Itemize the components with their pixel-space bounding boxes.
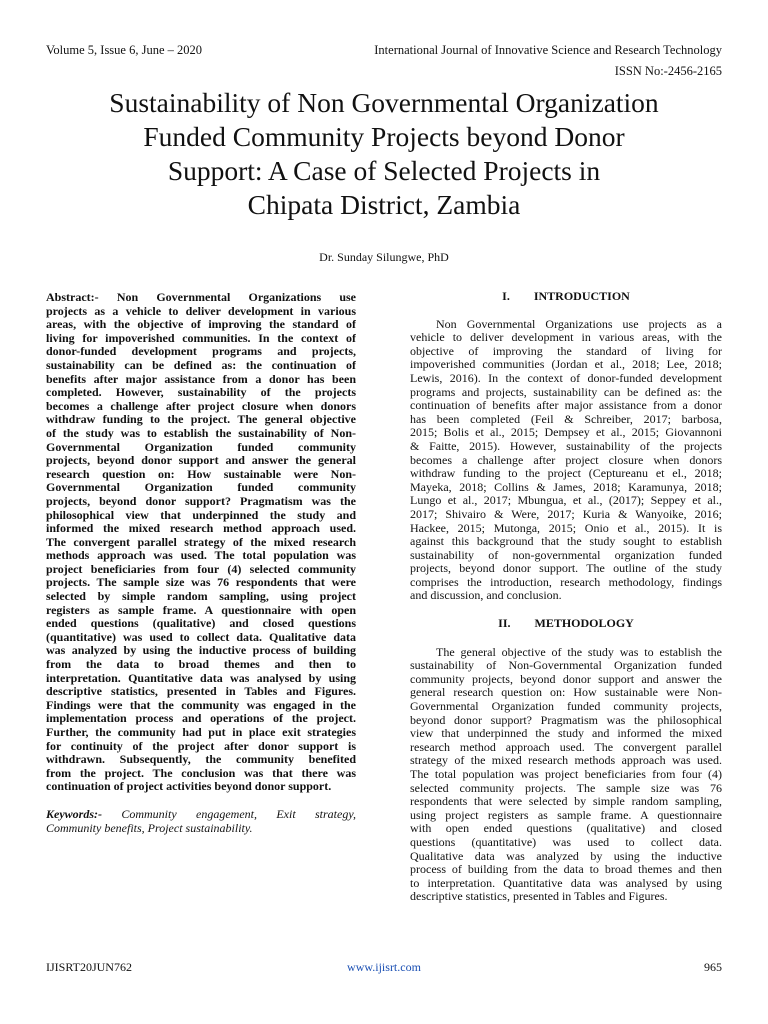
section-heading-introduction: I. INTRODUCTION	[502, 289, 630, 303]
text-line: was analyzed by using the inductive process of building	[46, 644, 356, 658]
text-line: against this background that the study sought to establish	[410, 535, 722, 549]
text-line: Mayeka, 2018; Collins & James, 2018; Karamunya, 2018;	[410, 480, 722, 494]
text-line: methods approach was used. The total population was	[46, 549, 356, 563]
text-line: The total population was project beneficiaries from four (4)	[410, 768, 722, 781]
text-line: becomes a challenge after project closure when donors	[410, 453, 722, 467]
text-line: projects, beyond donor support and answer the general	[46, 454, 356, 468]
text-line: impoverished communities (Jordan et al., 2018; Lee, 2018;	[410, 358, 722, 372]
keywords-text: Community benefits, Project sustainability.	[46, 821, 253, 835]
text-line: comprises the introduction, research methodology, findings	[410, 575, 722, 589]
title-line: Sustainability of Non Governmental Organization	[109, 87, 659, 118]
text-line: descriptive statistics, presented in Tables and Figures.	[410, 890, 668, 904]
text-line: has been completed (Feil & Schreiber, 2017; barbosa,	[410, 412, 722, 426]
text-line: vehicle to deliver development in various areas, with the	[410, 331, 722, 345]
text-line: respondents that were selected by simple random sampling,	[410, 795, 722, 809]
text-line: research method approach used. The convergent parallel	[410, 740, 722, 754]
text-line: (quantitative) was used to collect data. Qualitative data	[46, 630, 356, 644]
text-line: Governmental Organization funded community projects,	[410, 700, 722, 714]
abstract-column	[46, 291, 356, 835]
text-line: Further, the community had put in place exit strategies	[46, 726, 356, 739]
journal-issn: ISSN No:-2456-2165	[614, 64, 722, 78]
text-line: informed the mixed research method approach used.	[46, 522, 356, 536]
text-line: general research question on: How sustainable were Non-	[410, 686, 722, 700]
text-line: to interpretation. Quantitative data was analysed by using	[410, 876, 722, 890]
text-line: beyond donor support? Pragmatism was the philosophical	[410, 713, 722, 727]
text-line: Non Governmental Organizations use projects as a	[436, 317, 722, 331]
text-line: completed. However, sustainability of the projects	[46, 386, 356, 400]
text-line: withdraw funding to the project (Ceptureanu et el., 2018;	[410, 467, 722, 481]
text-line: Governmental Organization funded community	[46, 481, 356, 495]
keywords-label: Keywords:-	[46, 807, 102, 821]
abstract-text	[46, 291, 356, 794]
text-line: living for impoverished communities. In the context of	[46, 331, 356, 345]
text-line: becomes a challenge after project closure when donors	[46, 399, 356, 413]
text-line: strategy of the mixed research methods approach was used.	[410, 754, 722, 768]
journal-volume-issue: Volume 5, Issue 6, June – 2020	[46, 43, 203, 57]
text-line: from the data to broad themes and then to	[46, 658, 356, 672]
text-line: Hackee, 2015; Mutonga, 2015; Onio et al., 2015). It is	[410, 521, 722, 535]
text-line: sustainability of non-governmental organization funded	[410, 548, 722, 562]
text-line: withdraw funding to the project. The general objective	[46, 413, 356, 427]
text-line: & Faitte, 2015). However, sustainability of the projects	[410, 439, 722, 453]
journal-name: International Journal of Innovative Science and Research Technology	[374, 43, 722, 57]
text-line: The general objective of the study was to establish the	[436, 645, 722, 659]
text-line: process of building from the data to broad themes and then	[410, 863, 722, 877]
keywords	[46, 808, 356, 835]
text-line: view that underpinned the study and informed the mixed	[410, 727, 722, 741]
text-line: objective of improving the standard of living for	[410, 344, 722, 358]
text-line: The convergent parallel strategy of the mixed research	[46, 535, 356, 549]
text-line: Governmental Organization funded community	[46, 440, 356, 454]
section-heading-methodology: II. METHODOLOGY	[498, 616, 634, 631]
paper-title	[50, 86, 718, 222]
body-column	[410, 290, 722, 904]
text-line: with open ended questions (qualitative) and closed	[410, 822, 722, 836]
text-line: Abstract:- Non Governmental Organizations use	[46, 291, 356, 304]
text-line: of the study was to establish the sustainability of Non-	[46, 426, 356, 440]
text-line: using project registers as sample frame. A questionnaire	[410, 808, 722, 822]
text-line: interpretation. Quantitative data was analysed by using	[46, 671, 356, 685]
title-line: Support: A Case of Selected Projects in	[167, 155, 601, 186]
text-line: projects, beyond donor support? Pragmatism was the	[46, 494, 356, 508]
text-line: donor-funded development programs and projects,	[46, 345, 356, 359]
article-id: IJISRT20JUN762	[46, 960, 132, 974]
text-line: Lewis, 2016). In the context of donor-funded development	[410, 371, 722, 385]
text-line: 2017; Shivairo & Were, 2017; Kuria & Wanyoike, 2016;	[410, 507, 722, 521]
title-line: Chipata District, Zambia	[247, 189, 521, 220]
author-name: Dr. Sunday Silungwe, PhD	[319, 250, 449, 264]
text-line: projects, beyond donor support. The outline of the study	[410, 562, 722, 576]
text-line: projects as a vehicle to deliver development in various	[46, 304, 356, 318]
text-line: project beneficiaries from four (4) selected community	[46, 562, 356, 576]
text-line: areas, with the objective of improving the standard of	[46, 318, 356, 332]
text-line: Findings were that the community was engaged in the	[46, 698, 356, 712]
text-line: sustainability can be defined as: the continuation of	[46, 358, 356, 372]
text-line: sustainability of Non-Governmental Organization funded	[410, 659, 722, 673]
page-number: 965	[704, 960, 722, 974]
text-line: questions (quantitative) was used to collect data.	[410, 835, 722, 849]
journal-website-link[interactable]: www.ijisrt.com	[347, 960, 421, 974]
text-line: programs and projects, sustainability can be defined as: the	[410, 385, 722, 399]
text-line: Lungo et al., 2017; Mbungua, et al., (2017); Seppey et al.,	[410, 494, 722, 508]
text-line: implementation process and operations of the project.	[46, 712, 356, 726]
text-line: and discussion, and conclusion.	[410, 589, 562, 603]
text-line: benefits after major assistance from a donor has been	[46, 372, 356, 386]
text-line: projects. The sample size was 76 respondents that were	[46, 576, 356, 590]
text-line: 2015; Bolis et al., 2015; Dempsey et al., 2015; Giovannoni	[410, 426, 722, 440]
text-line: research question on: How sustainable were Non-	[46, 467, 356, 481]
text-line: selected community projects. The sample size was 76	[410, 781, 722, 795]
text-line: descriptive statistics, presented in Tables and Figures.	[46, 685, 356, 699]
introduction-text	[410, 318, 722, 603]
text-line: community projects, beyond donor support and answer the	[410, 672, 722, 686]
text-line: philosophical view that underpinned the study and	[46, 508, 356, 522]
title-line: Funded Community Projects beyond Donor	[143, 121, 625, 152]
text-line: registers as sample frame. A questionnaire with open	[46, 603, 356, 617]
keywords-text: Community engagement, Exit strategy,	[102, 807, 356, 821]
text-line: Qualitative data was analyzed by using the inductive	[410, 849, 722, 863]
text-line: continuation of benefits after major assistance from a donor	[410, 399, 722, 413]
text-line: continuation of project activities beyond donor support.	[46, 780, 332, 794]
text-line: ended questions (qualitative) and closed questions	[46, 617, 356, 631]
text-line: selected by simple random sampling, using project	[46, 590, 356, 604]
text-line: withdrawn. Subsequently, the community benefited	[46, 753, 356, 767]
text-line: from the project. The conclusion was that there was	[46, 766, 356, 780]
methodology-text	[410, 646, 722, 904]
text-line: for continuity of the project after donor support is	[46, 739, 356, 753]
